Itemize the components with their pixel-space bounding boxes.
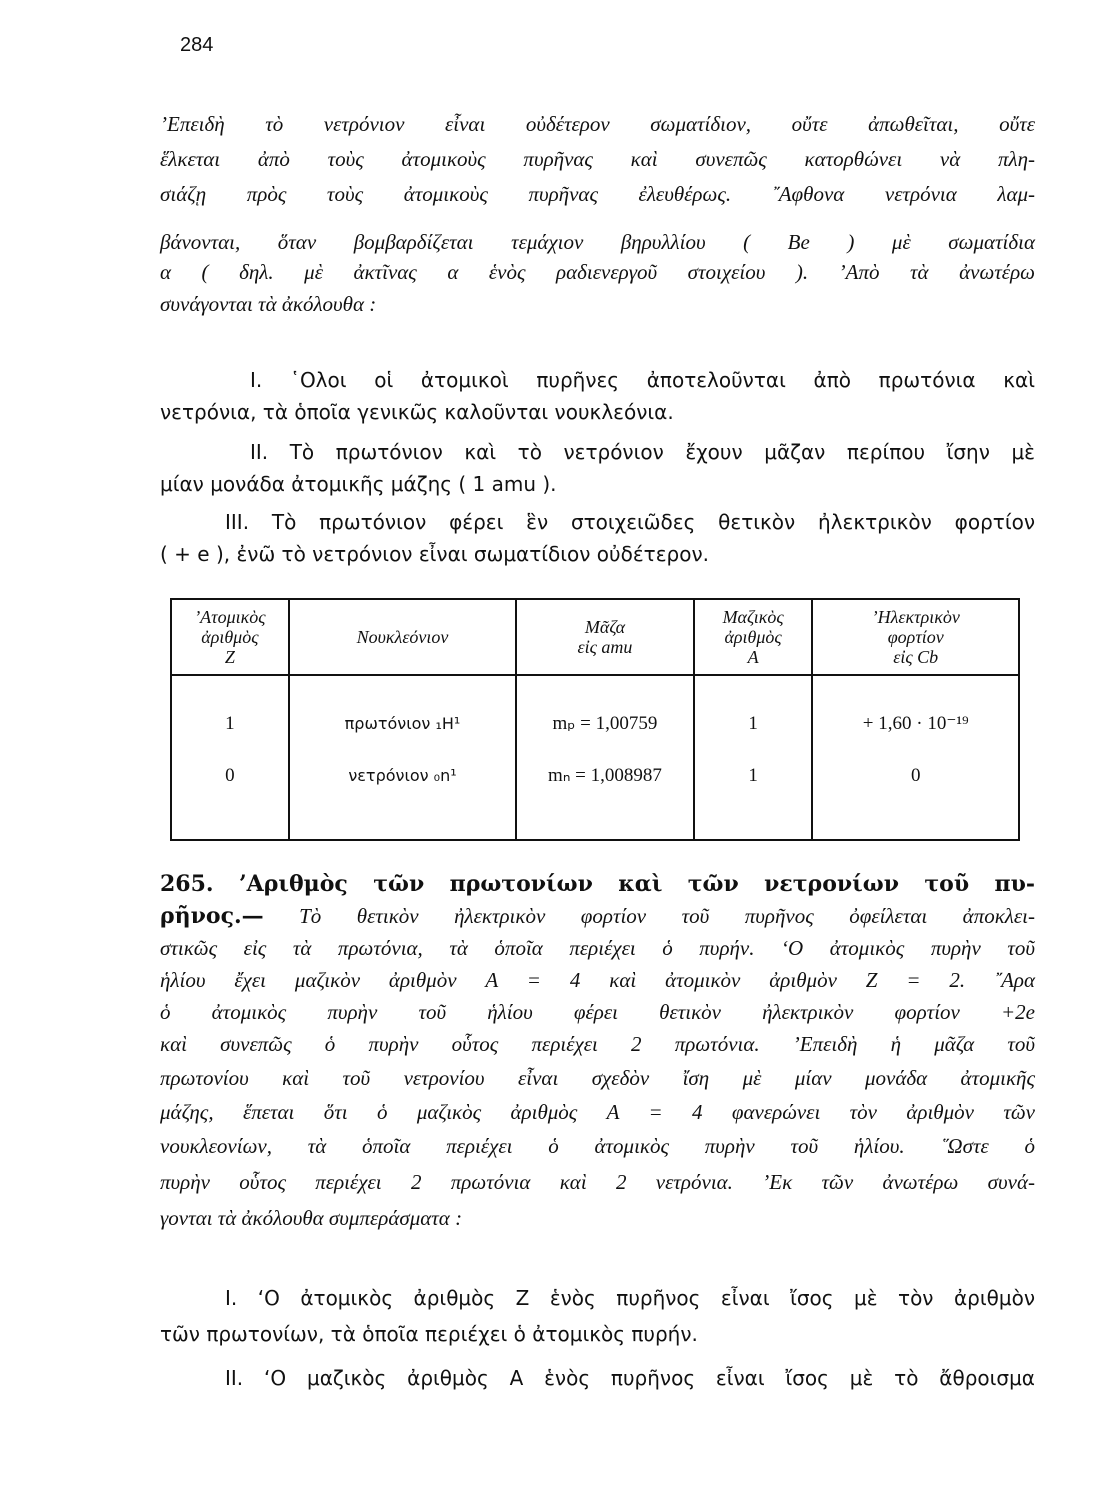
text-line: ’Επειδὴ τὸ νετρόνιον εἶναι οὐδέτερον σωματίδιον, οὔτε ἀπωθεῖται, οὔτε: [160, 112, 1035, 136]
text-line: μάζης, ἕπεται ὅτι ὁ μαζικὸς ἀριθμὸς A = 4 φανερώνει τὸν ἀριθμὸν τῶν: [160, 1100, 1035, 1124]
text-line: στικῶς εἰς τὰ πρωτόνια, τὰ ὁποῖα περιέχει ὁ πυρήν. ‘Ο ἀτομικὸς πυρὴν τοῦ: [160, 936, 1035, 960]
text-line: βάνονται, ὅταν βομβαρδίζεται τεμάχιον βηρυλλίου ( Be ) μὲ σωματίδια: [160, 230, 1035, 254]
header-nucleon: Νουκλεόνιον: [289, 599, 516, 675]
text-line: α ( δηλ. μὲ ἀκτῖνας α ἑνὸς ραδιενεργοῦ στοιχείου ). ’Απὸ τὰ ἀνωτέρω: [160, 260, 1035, 284]
charge-cell: + 1,60 · 10⁻¹⁹ 0: [812, 675, 1019, 840]
list-item: ( + e ), ἐνῶ τὸ νετρόνιον εἶναι σωματίδιον οὐδέτερον.: [160, 542, 709, 566]
text-line: [160, 902, 1035, 930]
list-item: I. ‘Ο ἀτομικὸς ἀριθμὸς Z ἑνὸς πυρῆνος εἶναι ἴσος μὲ τὸν ἀριθμὸν: [225, 1286, 1035, 1310]
text-line: νουκλεονίων, τὰ ὁποῖα περιέχει ὁ ἀτομικὸς πυρὴν τοῦ ἡλίου. ῞Ωστε ὁ: [160, 1134, 1035, 1158]
text-span: Τὸ θετικὸν ἠλεκτρικὸν φορτίον τοῦ πυρῆνος ὀφείλεται ἀποκλει-: [263, 904, 1035, 928]
text-line: σιάζῃ πρὸς τοὺς ἀτομικοὺς πυρῆνας ἐλευθέρως. ῎Αφθονα νετρόνια λαμ-: [160, 182, 1035, 206]
list-item: I. ῾Ολοι οἱ ἀτομικοὶ πυρῆνες ἀποτελοῦνται ἀπὸ πρωτόνια καὶ: [250, 368, 1035, 392]
text-line: πρωτονίου καὶ τοῦ νετρονίου εἶναι σχεδὸν ἴση μὲ μίαν μονάδα ἀτομικῆς: [160, 1066, 1035, 1090]
header-mass-number: Μαζικὸς ἀριθμὸς A: [694, 599, 813, 675]
text-line: γονται τὰ ἀκόλουθα συμπεράσματα :: [160, 1206, 463, 1230]
table-header-row: [171, 599, 1019, 675]
table-row: [171, 675, 1019, 840]
nucleon-cell: πρωτόνιον ₁H¹ νετρόνιον ₀n¹: [289, 675, 516, 840]
header-charge: ’Ηλεκτρικὸν φορτίον εἰς Cb: [812, 599, 1019, 675]
list-item: μίαν μονάδα ἀτομικῆς μάζης ( 1 amu ).: [160, 472, 557, 496]
text-line: καὶ συνεπῶς ὁ πυρὴν οὗτος περιέχει 2 πρωτόνια. ’Επειδὴ ἡ μᾶζα τοῦ: [160, 1032, 1035, 1056]
section-heading-cont: ρῆνος.—: [160, 903, 264, 929]
text-line: ὁ ἀτομικὸς πυρὴν τοῦ ἡλίου φέρει θετικὸν ἠλεκτρικὸν φορτίον +2e: [160, 1000, 1035, 1024]
atomic-number-cell: 1 0: [171, 675, 289, 840]
list-item: III. Τὸ πρωτόνιον φέρει ἓν στοιχειῶδες θετικὸν ἠλεκτρικὸν φορτίον: [225, 510, 1035, 534]
header-mass: Μᾶζα εἰς amu: [516, 599, 694, 675]
mass-number-cell: 1 1: [694, 675, 813, 840]
header-atomic-number: ’Ατομικὸς ἀριθμὸς Z: [171, 599, 289, 675]
section-heading: 265. ’Αριθμὸς τῶν πρωτονίων καὶ τῶν νετρονίων τοῦ πυ-: [160, 871, 1035, 897]
list-item: νετρόνια, τὰ ὁποῖα γενικῶς καλοῦνται νουκλεόνια.: [160, 400, 674, 424]
list-item: II. ‘Ο μαζικὸς ἀριθμὸς A ἑνὸς πυρῆνος εἶναι ἴσος μὲ τὸ ἄθροισμα: [225, 1366, 1035, 1390]
text-line: ἕλκεται ἀπὸ τοὺς ἀτομικοὺς πυρῆνας καὶ συνεπῶς κατορθώνει νὰ πλη-: [160, 147, 1035, 171]
text-line: ἡλίου ἔχει μαζικὸν ἀριθμὸν A = 4 καὶ ἀτομικὸν ἀριθμὸν Z = 2. ῎Αρα: [160, 968, 1035, 992]
list-item: τῶν πρωτονίων, τὰ ὁποῖα περιέχει ὁ ἀτομικὸς πυρήν.: [160, 1322, 698, 1346]
list-item: II. Τὸ πρωτόνιον καὶ τὸ νετρόνιον ἔχουν μᾶζαν περίπου ἴσην μὲ: [250, 440, 1035, 464]
nucleon-table: [170, 598, 1020, 841]
page-number: 284: [180, 34, 214, 56]
mass-cell: mₚ = 1,00759 mₙ = 1,008987: [516, 675, 694, 840]
text-line: πυρὴν οὗτος περιέχει 2 πρωτόνια καὶ 2 νετρόνια. ’Εκ τῶν ἀνωτέρω συνά-: [160, 1170, 1035, 1194]
text-line: συνάγονται τὰ ἀκόλουθα :: [160, 292, 377, 316]
